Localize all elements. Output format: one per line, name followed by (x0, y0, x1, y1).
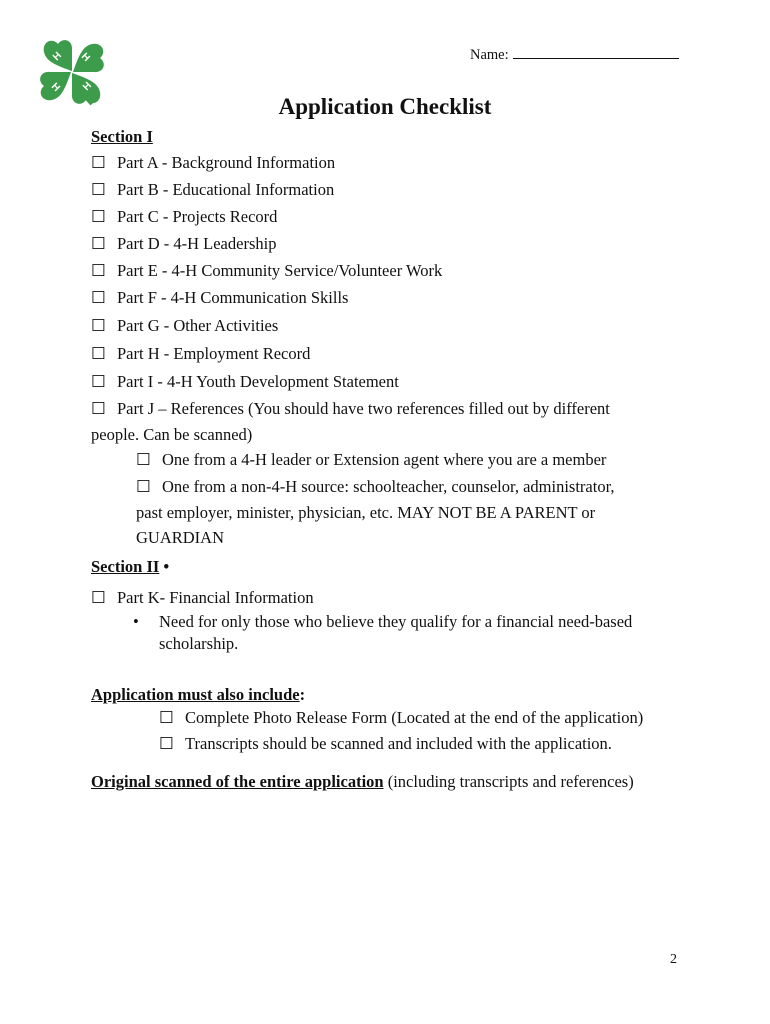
checklist-item-part-f[interactable]: ☐ Part F - 4-H Communication Skills (91, 288, 349, 307)
checkbox-icon[interactable]: ☐ (136, 477, 151, 496)
checkbox-icon[interactable]: ☐ (91, 207, 106, 226)
checkbox-icon[interactable]: ☐ (91, 344, 106, 363)
checkbox-icon[interactable]: ☐ (91, 234, 106, 253)
checkbox-icon[interactable]: ☐ (91, 288, 106, 307)
part-k-note-line-2: scholarship. (159, 634, 239, 653)
checklist-item-part-j[interactable]: ☐ Part J – References (You should have two references filled out by different (91, 399, 610, 418)
checklist-item-part-a[interactable]: ☐ Part A - Background Information (91, 153, 336, 172)
original-scanned-line (91, 772, 634, 792)
section-2-heading-line (91, 557, 169, 577)
section-1-heading: Section I (91, 127, 153, 146)
checkbox-icon[interactable]: ☐ (91, 588, 106, 607)
checkbox-icon[interactable]: ☐ (91, 316, 106, 335)
checklist-item-part-b[interactable]: ☐ Part B - Educational Information (91, 180, 335, 199)
checkbox-icon[interactable]: ☐ (91, 153, 106, 172)
also-include-heading: Application must also include (91, 685, 300, 704)
name-field[interactable] (470, 47, 679, 64)
reference-item-non-4h[interactable]: ☐ One from a non-4-H source: schoolteacher, counselor, administrator, (136, 477, 615, 496)
reference-item-4h-leader[interactable]: ☐ One from a 4-H leader or Extension agent where you are a member (136, 450, 607, 469)
svg-text:H: H (48, 81, 62, 94)
svg-text:H: H (78, 51, 92, 64)
checkbox-icon[interactable]: ☐ (136, 450, 151, 469)
part-j-continuation: people. Can be scanned) (91, 425, 253, 444)
page-number: 2 (670, 952, 677, 967)
checklist-item-part-k[interactable]: ☐ Part K- Financial Information (91, 588, 314, 607)
checkbox-icon[interactable]: ☐ (91, 261, 106, 280)
also-include-photo-release[interactable]: ☐ Complete Photo Release Form (Located at the end of the application) (159, 708, 644, 727)
checkbox-icon[interactable]: ☐ (91, 399, 106, 418)
part-k-bullet: • (133, 612, 139, 631)
section-2-heading: Section II (91, 557, 160, 576)
name-blank-line[interactable] (513, 47, 679, 59)
checkbox-icon[interactable]: ☐ (91, 180, 106, 199)
original-scanned-note: (including transcripts and references) (387, 772, 634, 791)
original-scanned-heading: Original scanned of the entire application (91, 772, 384, 791)
svg-text:H: H (51, 50, 64, 64)
checklist-item-part-g[interactable]: ☐ Part G - Other Activities (91, 316, 279, 335)
name-label: Name: (470, 47, 509, 63)
also-include-transcripts[interactable]: ☐ Transcripts should be scanned and included with the application. (159, 734, 612, 753)
also-include-heading-line: Application must also include: (91, 685, 306, 704)
checklist-item-part-h[interactable]: ☐ Part H - Employment Record (91, 344, 311, 363)
checkbox-icon[interactable]: ☐ (159, 734, 174, 753)
svg-text:H: H (81, 80, 94, 94)
checklist-item-part-i[interactable]: ☐ Part I - 4-H Youth Development Statement (91, 372, 399, 391)
reference-continuation-2: GUARDIAN (136, 528, 224, 547)
page-title: Application Checklist (278, 94, 492, 119)
part-k-note-line-1: Need for only those who believe they qualify for a financial need-based (159, 612, 633, 631)
bullet-icon: • (163, 557, 170, 576)
checklist-item-part-d[interactable]: ☐ Part D - 4-H Leadership (91, 234, 277, 253)
checkbox-icon[interactable]: ☐ (91, 372, 106, 391)
checkbox-icon[interactable]: ☐ (159, 708, 174, 727)
reference-continuation-1: past employer, minister, physician, etc. MAY NOT BE A PARENT or (136, 503, 596, 522)
checklist-item-part-e[interactable]: ☐ Part E - 4-H Community Service/Volunteer Work (91, 261, 443, 280)
checklist-item-part-c[interactable]: ☐ Part C - Projects Record (91, 207, 278, 226)
